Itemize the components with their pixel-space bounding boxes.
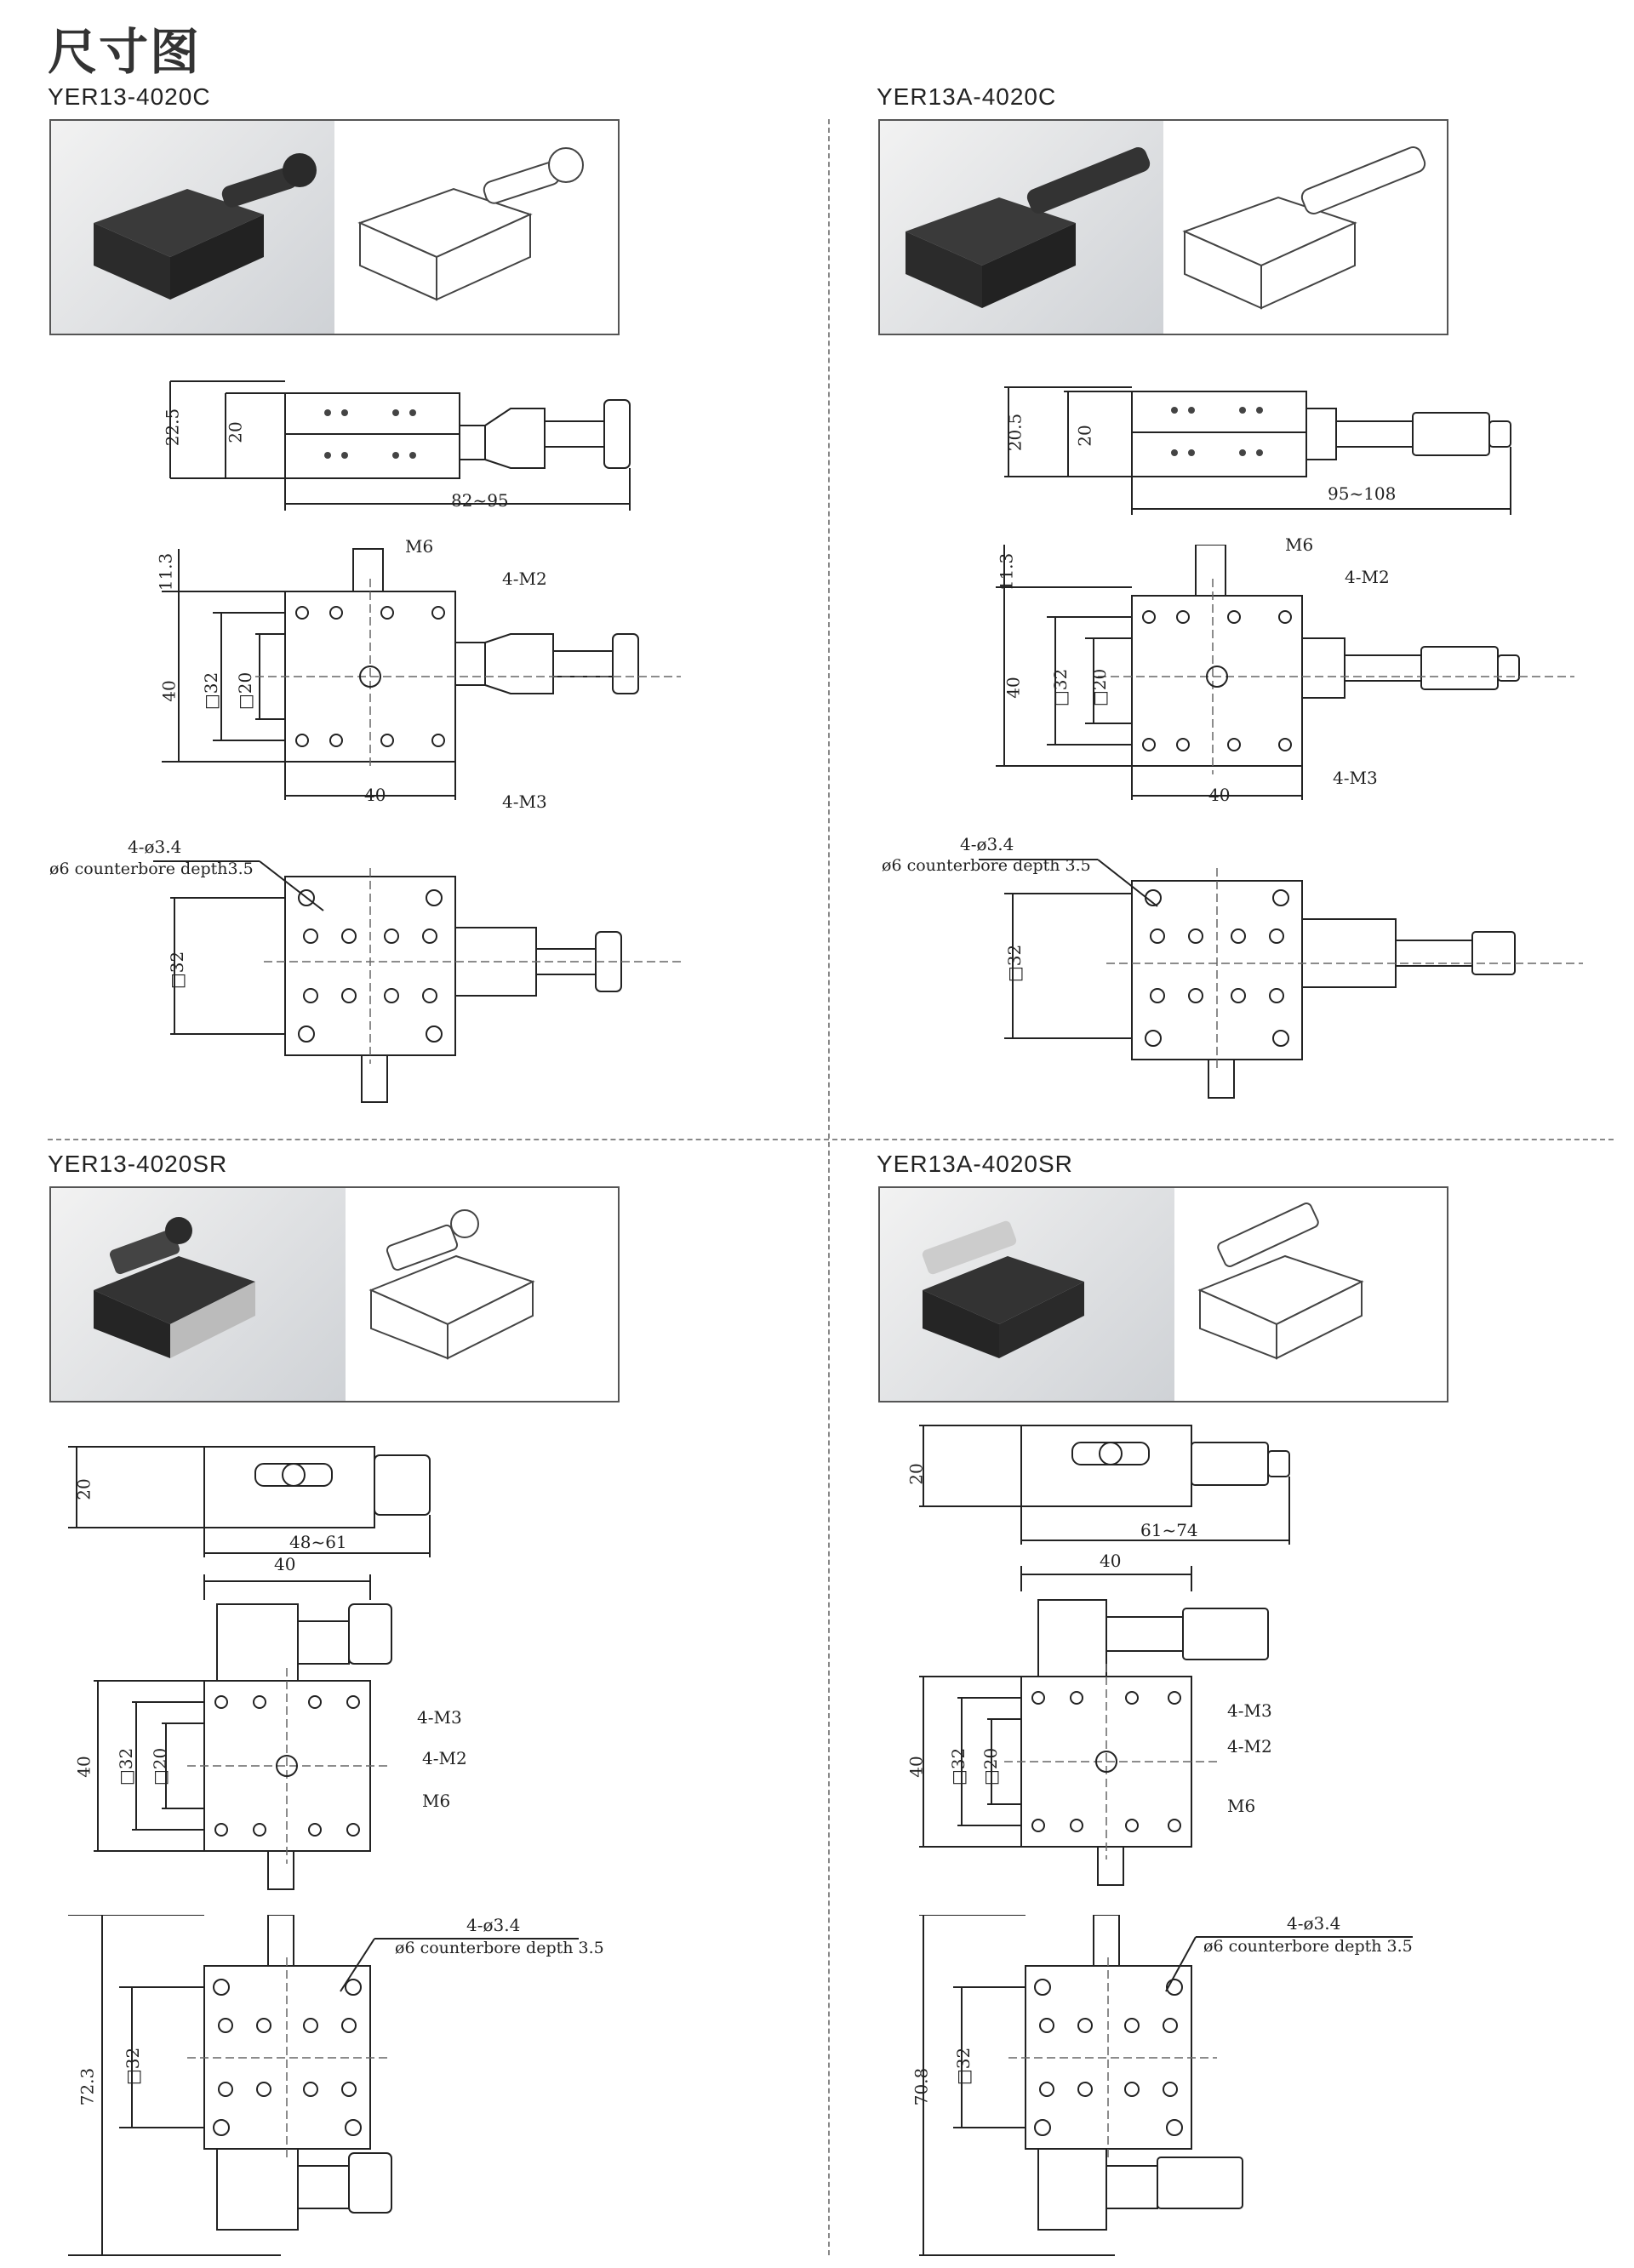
product-line-drawing bbox=[1163, 121, 1447, 334]
hole-spec: 4-ø3.4 bbox=[466, 1915, 521, 1935]
bottom-sq: □32 bbox=[167, 951, 188, 990]
product-photos bbox=[878, 119, 1448, 335]
top-height: 40 bbox=[73, 1756, 94, 1778]
side-height: 20 bbox=[73, 1478, 94, 1500]
counterbore-spec: ø6 counterbore depth 3.5 bbox=[395, 1939, 604, 1957]
product-render-image bbox=[880, 1188, 1174, 1401]
model-label: YER13-4020SR bbox=[48, 1151, 228, 1177]
bottom-view-drawing bbox=[153, 851, 698, 1115]
product-photos bbox=[49, 119, 620, 335]
product-photos bbox=[878, 1186, 1448, 1403]
hole-spec: 4-ø3.4 bbox=[1287, 1913, 1341, 1934]
top-offset: 11.3 bbox=[155, 552, 176, 591]
top-sq-inner: □20 bbox=[1089, 668, 1111, 707]
page-title: 尺寸图 bbox=[48, 23, 202, 81]
side-height: 20 bbox=[906, 1463, 927, 1485]
bottom-view-drawing bbox=[902, 1915, 1430, 2264]
top-view-drawing bbox=[68, 1574, 511, 1906]
top-sq-inner: □20 bbox=[980, 1747, 1002, 1786]
m3-label: 4-M3 bbox=[417, 1707, 462, 1728]
product-line-drawing bbox=[346, 1188, 618, 1401]
model-label: YER13A-4020SR bbox=[877, 1151, 1073, 1177]
top-height: 40 bbox=[158, 680, 180, 702]
side-length: 61~74 bbox=[1140, 1520, 1198, 1540]
side-length: 82~95 bbox=[451, 490, 509, 511]
top-sq-outer: □32 bbox=[116, 1747, 137, 1786]
counterbore-spec: ø6 counterbore depth3.5 bbox=[49, 860, 254, 878]
top-sq-inner: □20 bbox=[235, 671, 256, 711]
bottom-sq: □32 bbox=[1004, 944, 1026, 983]
top-width: 40 bbox=[1208, 785, 1231, 805]
product-render-image bbox=[880, 121, 1163, 334]
vertical-divider bbox=[828, 119, 830, 2255]
top-width: 40 bbox=[364, 785, 386, 805]
side-height-outer: 20.5 bbox=[1004, 413, 1026, 452]
m6-label: M6 bbox=[1285, 534, 1314, 555]
top-sq-outer: □32 bbox=[201, 671, 222, 711]
m3-label: 4-M3 bbox=[1227, 1700, 1272, 1721]
hole-spec: 4-ø3.4 bbox=[128, 837, 182, 857]
top-offset: 11.3 bbox=[996, 552, 1017, 591]
m2-label: 4-M2 bbox=[1227, 1736, 1272, 1757]
side-height-outer: 22.5 bbox=[162, 408, 183, 447]
m3-label: 4-M3 bbox=[502, 791, 547, 812]
counterbore-spec: ø6 counterbore depth 3.5 bbox=[1203, 1937, 1413, 1956]
side-view-drawing bbox=[979, 374, 1574, 528]
bottom-view-drawing bbox=[68, 1915, 596, 2264]
side-view-drawing bbox=[153, 374, 698, 528]
side-height-inner: 20 bbox=[1074, 425, 1095, 447]
product-line-drawing bbox=[334, 121, 618, 334]
top-sq-inner: □20 bbox=[150, 1747, 171, 1786]
m6-label: M6 bbox=[405, 536, 434, 557]
product-render-image bbox=[51, 121, 334, 334]
bottom-sq: □32 bbox=[953, 2047, 974, 2086]
m3-label: 4-M3 bbox=[1333, 768, 1378, 788]
product-line-drawing bbox=[1174, 1188, 1447, 1401]
product-photos bbox=[49, 1186, 620, 1403]
bottom-view-drawing bbox=[979, 851, 1591, 1115]
top-width: 40 bbox=[274, 1554, 296, 1574]
bottom-total: 72.3 bbox=[77, 2067, 98, 2106]
m6-label: M6 bbox=[1227, 1796, 1256, 1816]
model-label: YER13-4020C bbox=[48, 83, 211, 110]
top-height: 40 bbox=[906, 1756, 927, 1778]
model-label: YER13A-4020C bbox=[877, 83, 1057, 110]
top-height: 40 bbox=[1003, 677, 1024, 699]
product-render-image bbox=[51, 1188, 346, 1401]
side-height-inner: 20 bbox=[225, 421, 246, 443]
top-width: 40 bbox=[1100, 1551, 1122, 1571]
bottom-sq: □32 bbox=[123, 2047, 144, 2086]
m6-label: M6 bbox=[422, 1791, 451, 1811]
m2-label: 4-M2 bbox=[502, 568, 547, 589]
m2-label: 4-M2 bbox=[422, 1748, 467, 1768]
m2-label: 4-M2 bbox=[1345, 567, 1390, 587]
hole-spec: 4-ø3.4 bbox=[960, 834, 1014, 854]
side-view-drawing bbox=[68, 1438, 477, 1566]
top-view-drawing bbox=[902, 1566, 1379, 1906]
top-sq-outer: □32 bbox=[1050, 668, 1071, 707]
top-sq-outer: □32 bbox=[948, 1747, 969, 1786]
bottom-total: 70.8 bbox=[911, 2067, 932, 2106]
counterbore-spec: ø6 counterbore depth 3.5 bbox=[882, 856, 1091, 875]
side-length: 95~108 bbox=[1328, 483, 1397, 504]
side-length: 48~61 bbox=[289, 1532, 347, 1552]
horizontal-divider bbox=[48, 1139, 1614, 1140]
